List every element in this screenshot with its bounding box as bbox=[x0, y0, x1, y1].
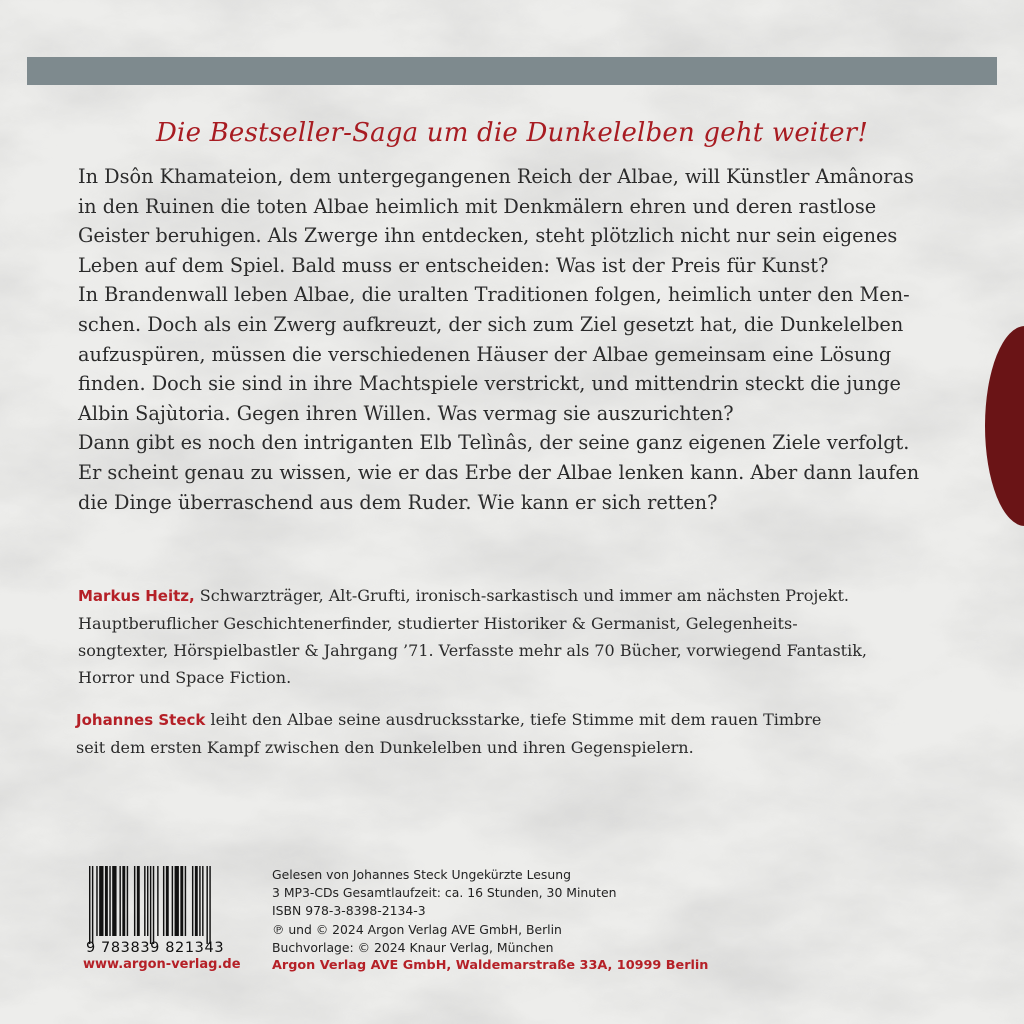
author-bio-first-line bbox=[78, 582, 978, 610]
barcode-bar bbox=[166, 866, 169, 936]
credit-line: ISBN 978-3-8398-2134-3 bbox=[272, 903, 426, 919]
production-credits bbox=[272, 866, 708, 975]
barcode-bar bbox=[199, 866, 200, 936]
barcode bbox=[86, 866, 232, 944]
barcode-bar bbox=[202, 866, 203, 936]
barcode-bar bbox=[137, 866, 140, 936]
author-name: Markus Heitz, bbox=[78, 587, 195, 605]
website-link[interactable]: www.argon-verlag.de bbox=[83, 957, 241, 972]
barcode-bar bbox=[112, 866, 116, 936]
credit-line: Gelesen von Johannes Steck Ungekürzte Lesung bbox=[272, 867, 571, 882]
blurb-line: Albin Sajùtoria. Gegen ihren Willen. Was vermag sie auszurichten? bbox=[78, 401, 734, 425]
barcode-bar bbox=[127, 866, 128, 936]
barcode-bar bbox=[144, 866, 145, 936]
publisher-address: Argon Verlag AVE GmbH, Waldemarstraße 33A, 10999 Berlin bbox=[272, 958, 709, 974]
barcode-bar bbox=[185, 866, 186, 936]
barcode-bar bbox=[175, 866, 179, 936]
narrator-name: Johannes Steck bbox=[76, 711, 206, 729]
author-bio-line: Horror und Space Fiction. bbox=[78, 668, 292, 687]
credit-line: Buchvorlage: © 2024 Knaur Verlag, München bbox=[272, 939, 554, 955]
barcode-bar bbox=[209, 866, 210, 944]
barcode-bar bbox=[206, 866, 207, 944]
barcode-bar bbox=[99, 866, 103, 936]
author-bio-line: Hauptberuflicher Geschichtenerfinder, studierter Historiker & Germanist, Gelegenheits- bbox=[78, 614, 798, 633]
barcode-bar bbox=[172, 866, 173, 936]
barcode-bar bbox=[150, 866, 151, 944]
narrator-bio-line: seit dem ersten Kampf zwischen den Dunkelelben und ihren Gegenspielern. bbox=[76, 738, 694, 757]
barcode-bar bbox=[122, 866, 125, 936]
narrator-bio bbox=[76, 706, 976, 761]
barcode-bar bbox=[134, 866, 135, 936]
blurb-line: aufzuspüren, müssen die verschiedenen Häuser der Albae gemeinsam eine Lösung bbox=[78, 342, 892, 366]
barcode-bar bbox=[163, 866, 164, 936]
barcode-bar bbox=[92, 866, 93, 944]
barcode-bar bbox=[153, 866, 154, 944]
barcode-bar bbox=[119, 866, 120, 936]
author-bio-text: Schwarzträger, Alt-Grufti, ironisch-sarkastisch und immer am nächsten Projekt. bbox=[194, 586, 849, 605]
barcode-bar bbox=[109, 866, 110, 936]
barcode-bar bbox=[180, 866, 183, 936]
barcode-bar bbox=[105, 866, 108, 936]
blurb-line: Leben auf dem Spiel. Bald muss er entscheiden: Was ist der Preis für Kunst? bbox=[78, 253, 829, 277]
credit-line: 3 MP3-CDs Gesamtlaufzeit: ca. 16 Stunden, 30 Minuten bbox=[272, 885, 617, 901]
top-color-bar bbox=[27, 57, 997, 85]
blurb-line: In Brandenwall leben Albae, die uralten Traditionen folgen, heimlich unter den Men- bbox=[78, 283, 910, 307]
author-bio-line: songtexter, Hörspielbastler & Jahrgang ’71. Verfasste mehr als 70 Bücher, vorwiegend Fantastik, bbox=[78, 641, 867, 660]
blurb-line: Geister beruhigen. Als Zwerge ihn entdecken, steht plötzlich nicht nur sein eigenes bbox=[78, 224, 898, 248]
blurb-line: in den Ruinen die toten Albae heimlich mit Denkmälern ehren und deren rastlose bbox=[78, 194, 877, 218]
narrator-bio-first-line bbox=[76, 706, 976, 734]
blurb-line: In Dsôn Khamateion, dem untergegangenen Reich der Albae, will Künstler Amânoras bbox=[78, 165, 914, 188]
barcode-digits: 9 783839 821343 bbox=[86, 940, 225, 956]
headline: Die Bestseller-Saga um die Dunkelelben geht weiter! bbox=[156, 118, 868, 148]
blurb-line: finden. Doch sie sind in ihre Machtspiele verstrickt, und mittendrin steckt die junge bbox=[78, 372, 901, 396]
narrator-bio-text: leiht den Albae seine ausdrucksstarke, tiefe Stimme mit dem rauen Timbre bbox=[205, 710, 822, 729]
blurb-line: schen. Doch als ein Zwerg aufkreuzt, der sich zum Ziel gesetzt hat, die Dunkelelben bbox=[78, 312, 904, 336]
barcode-bar bbox=[192, 866, 193, 936]
blurb-line: Er scheint genau zu wissen, wie er das Erbe der Albae lenken kann. Aber dann laufen bbox=[78, 460, 920, 484]
author-bio bbox=[78, 582, 978, 691]
barcode-bar bbox=[157, 866, 158, 936]
barcode-bar bbox=[89, 866, 90, 944]
barcode-bar bbox=[147, 866, 148, 936]
barcode-bar bbox=[96, 866, 97, 936]
blurb-text bbox=[78, 162, 978, 517]
blurb-line: Dann gibt es noch den intriganten Elb Telìnâs, der seine ganz eigenen Ziele verfolgt. bbox=[78, 431, 910, 455]
credit-line: ℗ und © 2024 Argon Verlag AVE GmbH, Berlin bbox=[272, 921, 562, 937]
blurb-line: die Dinge überraschend aus dem Ruder. Wie kann er sich retten? bbox=[78, 490, 718, 514]
barcode-bar bbox=[195, 866, 198, 936]
